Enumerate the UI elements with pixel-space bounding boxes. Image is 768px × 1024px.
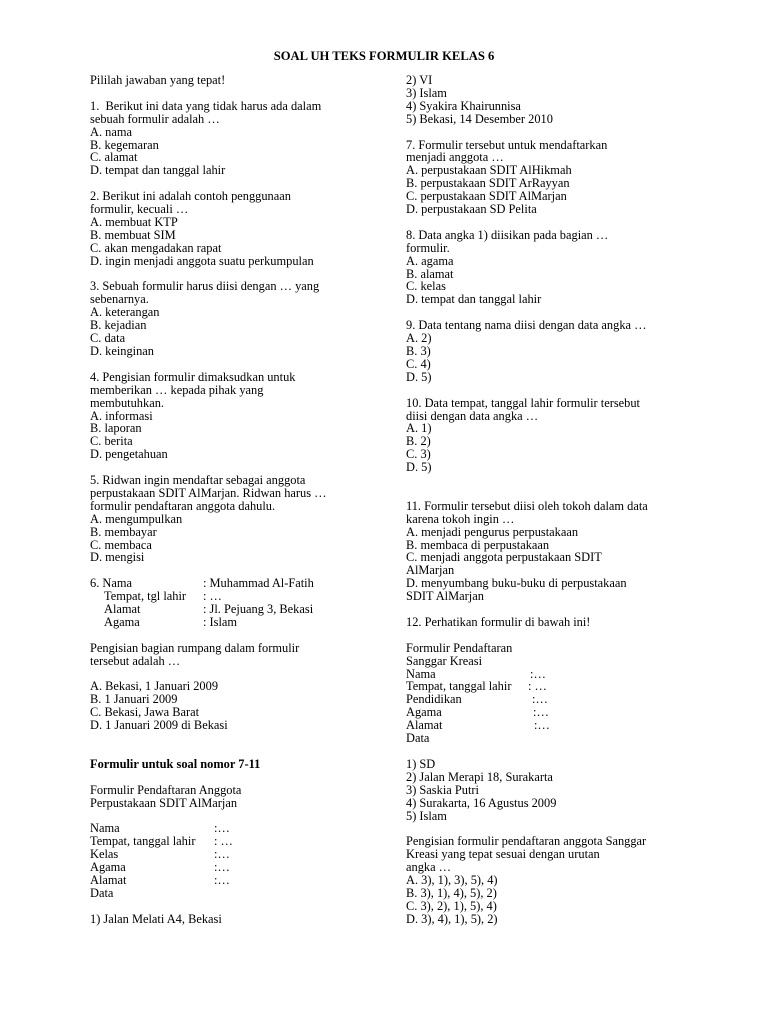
form-row — [406, 719, 706, 732]
answer-option: SDIT AlMarjan — [406, 589, 484, 604]
question-8 — [406, 229, 706, 306]
form-title-line: Perpustakaan SDIT AlMarjan — [90, 795, 238, 810]
answer-option: A. 1) — [406, 421, 432, 436]
question-text: diisi dengan data angka … — [406, 408, 539, 423]
answer-option: B. 3) — [406, 343, 431, 358]
answer-option: D. 1 Januari 2009 di Bekasi — [90, 718, 228, 733]
answer-option: C. Bekasi, Jawa Barat — [90, 705, 200, 720]
form-label: Kelas — [90, 847, 119, 862]
question-text: formulir pendaftaran anggota dahulu. — [90, 498, 276, 513]
question-text: 10. Data tempat, tanggal lahir formulir tersebut — [406, 395, 640, 410]
question-text: 8. Data angka 1) diisikan pada bagian … — [406, 227, 609, 242]
form-title-line: Formulir Pendaftaran Anggota — [90, 782, 242, 797]
form-value: :… — [530, 666, 546, 681]
data-item: 5) Bekasi, 14 Desember 2010 — [406, 111, 553, 126]
data-item: 5) Islam — [406, 808, 447, 823]
answer-option: C. data — [90, 331, 126, 346]
form-row — [406, 706, 706, 719]
question-text: 3. Sebuah formulir harus diisi dengan … yang — [90, 279, 320, 294]
form-value: :… — [532, 692, 548, 707]
question-text: 9. Data tentang nama diisi dengan data angka … — [406, 318, 647, 333]
answer-option: B. laporan — [90, 421, 142, 436]
data-item: 2) Jalan Merapi 18, Surakarta — [406, 769, 553, 784]
left-column — [90, 74, 390, 926]
question-6 — [90, 642, 390, 668]
instruction: Pililah jawaban yang tepat! — [90, 73, 226, 87]
answer-option: A. mengumpulkan — [90, 511, 183, 526]
answer-option: C. perpustakaan SDIT AlMarjan — [406, 189, 567, 204]
answer-option: B. 3), 1), 4), 5), 2) — [406, 885, 497, 900]
form-value: :… — [533, 705, 549, 720]
data-item: 2) VI — [406, 73, 433, 87]
form-label: Agama — [90, 860, 126, 875]
form-value: : … — [214, 834, 233, 849]
answer-option: A. menjadi pengurus perpustakaan — [406, 524, 579, 539]
form-value: :… — [214, 821, 230, 836]
question-2 — [90, 190, 390, 267]
question-text: 12. Perhatikan formulir di bawah ini! — [406, 614, 591, 629]
answer-option: A. nama — [90, 124, 132, 139]
answer-option: B. kejadian — [90, 318, 147, 333]
question-text: sebenarnya. — [90, 292, 149, 307]
question-10 — [406, 397, 706, 474]
form-value: :… — [534, 718, 550, 733]
question-text: 2. Berikut ini adalah contoh penggunaan — [90, 189, 291, 204]
form-label: Tempat, tanggal lahir — [90, 834, 196, 849]
question-text: Pengisian bagian rumpang dalam formulir — [90, 640, 300, 655]
answer-option: D. tempat dan tanggal lahir — [406, 292, 542, 307]
answer-option: C. akan mengadakan rapat — [90, 240, 222, 255]
right-column — [406, 74, 706, 926]
form-value: : Muhammad Al-Fatih — [203, 576, 314, 591]
question-text: 5. Ridwan ingin mendaftar sebagai anggota — [90, 473, 306, 488]
answer-option: D. menyumbang buku-buku di perpustakaan — [406, 576, 627, 591]
answer-option: A. 2) — [406, 331, 432, 346]
form-value: :… — [214, 847, 230, 862]
form-row — [90, 616, 390, 629]
answer-option: C. alamat — [90, 150, 138, 165]
form-label: Tempat, tanggal lahir — [406, 679, 512, 694]
answer-option: AlMarjan — [406, 563, 455, 578]
answer-option: C. 4) — [406, 356, 431, 371]
form-value: :… — [214, 860, 230, 875]
question-12-form — [406, 642, 706, 745]
answer-option: B. kegemaran — [90, 137, 159, 152]
answer-option: A. informasi — [90, 408, 153, 423]
form-title-line: Formulir Pendaftaran — [406, 640, 513, 655]
answer-option: A. perpustakaan SDIT AlHikmah — [406, 163, 572, 178]
form-row — [90, 861, 390, 874]
answer-option: D. ingin menjadi anggota suatu perkumpulan — [90, 253, 314, 268]
form-row — [90, 835, 390, 848]
question-text: Kreasi yang tepat sesuai dengan urutan — [406, 847, 600, 862]
form-value: : Jl. Pejuang 3, Bekasi — [203, 602, 314, 617]
form-row — [90, 874, 390, 887]
form-value: :… — [214, 873, 230, 888]
answer-option: D. 5) — [406, 369, 432, 384]
form-label: Nama — [406, 666, 436, 681]
question-4 — [90, 371, 390, 461]
question-1 — [90, 100, 390, 177]
form-label: Pendidikan — [406, 692, 462, 707]
data-item: 3) Saskia Putri — [406, 782, 479, 797]
data-label: Data — [90, 885, 114, 900]
form-label: Agama — [406, 705, 442, 720]
form-label: Alamat — [104, 602, 141, 617]
data-label: Data — [406, 731, 430, 746]
answer-option: D. 3), 4), 1), 5), 2) — [406, 911, 498, 926]
answer-option: B. 2) — [406, 434, 431, 449]
answer-option: D. tempat dan tanggal lahir — [90, 163, 226, 178]
form-value: : … — [203, 589, 222, 604]
question-text: angka … — [406, 860, 452, 875]
answer-option: A. 3), 1), 3), 5), 4) — [406, 873, 498, 888]
question-text: 11. Formulir tersebut diisi oleh tokoh dalam data — [406, 498, 648, 513]
question-3 — [90, 280, 390, 357]
answer-option: A. keterangan — [90, 305, 160, 320]
form-row — [406, 693, 706, 706]
question-text: karena tokoh ingin … — [406, 511, 515, 526]
question-text: perpustakaan SDIT AlMarjan. Ridwan harus … — [90, 485, 327, 500]
form-label: Alamat — [90, 873, 127, 888]
form-fields — [90, 822, 390, 887]
answer-option: C. menjadi anggota perpustakaan SDIT — [406, 550, 602, 565]
answer-option: D. 5) — [406, 460, 432, 475]
data-item: 1) SD — [406, 756, 436, 771]
form-label: Agama — [104, 614, 140, 629]
data-item: 4) Surakarta, 16 Agustus 2009 — [406, 795, 557, 810]
form-label: Nama — [90, 821, 120, 836]
answer-option: C. membaca — [90, 537, 152, 552]
data-item: 1) Jalan Melati A4, Bekasi — [90, 911, 222, 926]
question-11 — [406, 500, 706, 603]
question-text: 4. Pengisian formulir dimaksudkan untuk — [90, 369, 296, 384]
answer-option: B. 1 Januari 2009 — [90, 692, 178, 707]
question-text: sebuah formulir adalah … — [90, 111, 220, 126]
question-text: membutuhkan. — [90, 395, 164, 410]
answer-option: A. Bekasi, 1 Januari 2009 — [90, 679, 219, 694]
form-row — [90, 848, 390, 861]
data-list — [406, 74, 706, 126]
form-label: 6. Nama — [90, 576, 132, 591]
question-12 — [406, 835, 706, 925]
question-text: Pengisian formulir pendaftaran anggota Sanggar — [406, 834, 647, 849]
form-value: : Islam — [203, 614, 238, 629]
answer-option: A. agama — [406, 253, 454, 268]
question-6-form — [90, 577, 390, 629]
answer-option: C. berita — [90, 434, 133, 449]
question-text: menjadi anggota … — [406, 150, 504, 165]
data-item: 4) Syakira Khairunnisa — [406, 98, 521, 113]
answer-option: C. kelas — [406, 279, 446, 294]
question-9 — [406, 319, 706, 384]
answer-option: C. 3) — [406, 447, 431, 462]
data-item: 3) Islam — [406, 85, 447, 100]
answer-option: C. 3), 2), 1), 5), 4) — [406, 898, 497, 913]
answer-option: B. membuat SIM — [90, 227, 176, 242]
answer-option: A. membuat KTP — [90, 214, 178, 229]
question-12-data — [406, 758, 706, 823]
question-5 — [90, 474, 390, 564]
answer-option: D. mengisi — [90, 550, 145, 565]
answer-option: D. keinginan — [90, 343, 155, 358]
question-text: formulir, kecuali … — [90, 202, 189, 217]
form-label: Tempat, tgl lahir — [104, 589, 187, 604]
answer-option: D. pengetahuan — [90, 447, 168, 462]
form-title-line: Sanggar Kreasi — [406, 653, 483, 668]
question-text: 7. Formulir tersebut untuk mendaftarkan — [406, 137, 608, 152]
question-text: formulir. — [406, 240, 450, 255]
question-text: 1. Berikut ini data yang tidak harus ada dalam — [90, 98, 322, 113]
answer-option: B. membaca di perpustakaan — [406, 537, 550, 552]
page-title: SOAL UH TEKS FORMULIR KELAS 6 — [273, 49, 495, 63]
answer-option: B. alamat — [406, 266, 454, 281]
form-title — [90, 784, 390, 810]
answer-option: D. perpustakaan SD Pelita — [406, 202, 537, 217]
form-label: Alamat — [406, 718, 443, 733]
question-7 — [406, 139, 706, 216]
question-6-options — [90, 680, 390, 732]
question-text: tersebut adalah … — [90, 653, 181, 668]
answer-option: B. membayar — [90, 524, 157, 539]
form-section-heading: Formulir untuk soal nomor 7-11 — [90, 756, 261, 771]
question-text: memberikan … kepada pihak yang — [90, 382, 264, 397]
answer-option: B. perpustakaan SDIT ArRayyan — [406, 176, 570, 191]
form-value: : … — [528, 679, 547, 694]
